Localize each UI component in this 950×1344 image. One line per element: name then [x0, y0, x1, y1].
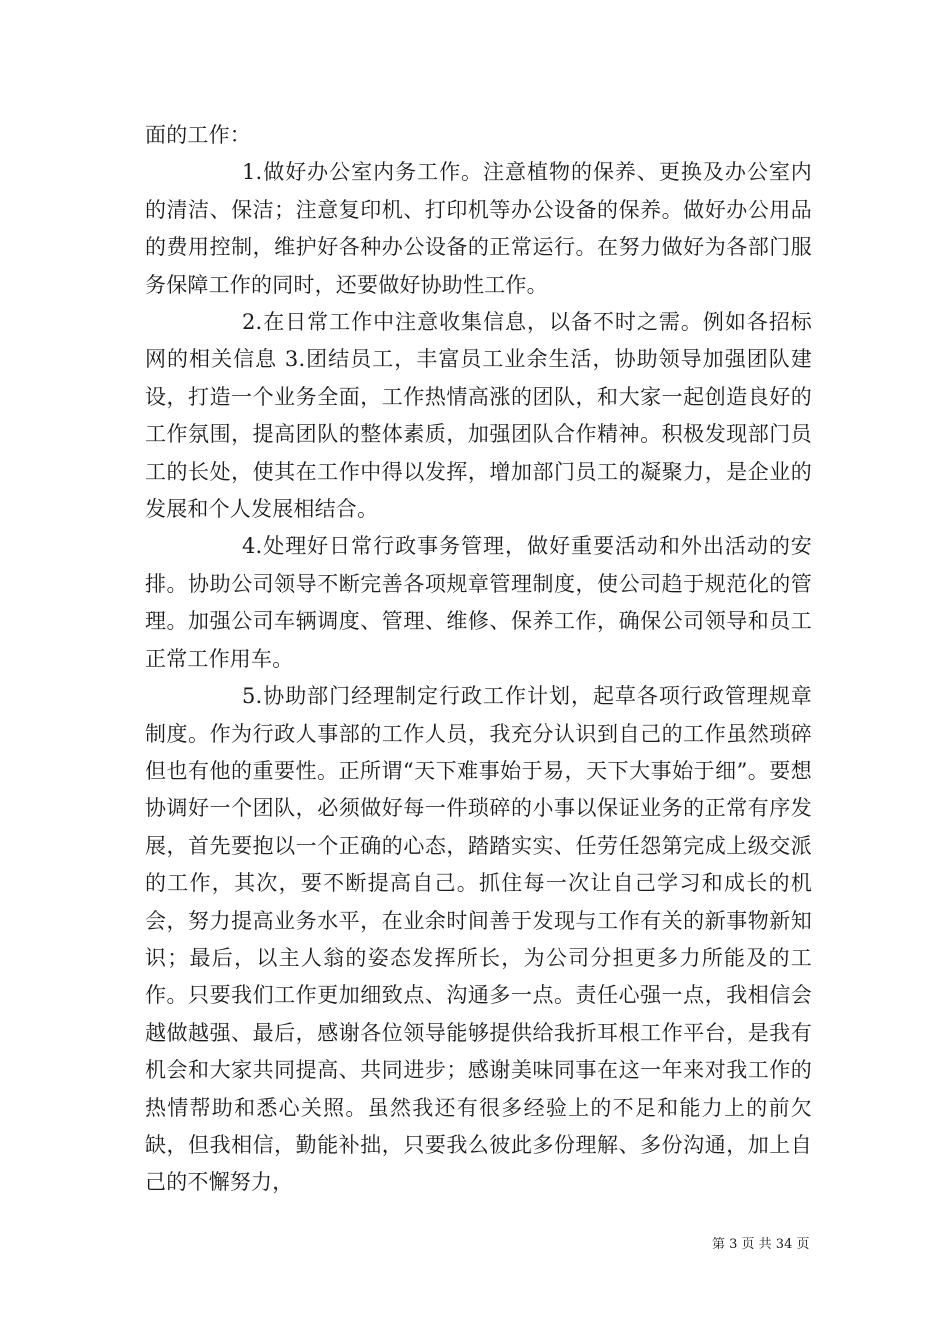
page-number-footer: 第 3 页 共 34 页	[712, 1237, 810, 1252]
paragraph-continuation: 面的工作：	[145, 123, 251, 147]
paragraph-item-4: 4.处理好日常行政事务管理，做好重要活动和外出活动的安排。协助公司领导不断完善各项规章管理制度，使公司趋于规范化的管理。加强公司车辆调度、管理、维修、保养工作，确保公司领导和员工正常工作用车。	[145, 534, 812, 671]
document-body	[145, 117, 812, 1202]
paragraph-item-5: 5.协助部门经理制定行政工作计划，起草各项行政管理规章制度。作为行政人事部的工作人员，我充分认识到自己的工作虽然琐碎但也有他的重要性。正所谓“天下难事始于易，天下大事始于细”。要想协调好一个团队，必须做好每一件琐碎的小事以保证业务的正常有序发展，首先要抱以一个正确的心态，踏踏实实、任劳任怨第完成上级交派的工作，其次，要不断提高自己。抓住每一次让自己学习和成长的机会，努力提高业务水平，在业余时间善于发现与工作有关的新事物新知识；最后，以主人翁的姿态发挥所长，为公司分担更多力所能及的工作。只要我们工作更加细致点、沟通多一点。责任心强一点，我相信会越做越强、最后，感谢各位领导能够提供给我折耳根工作平台，是我有机会和大家共同提高、共同进步；感谢美味同事在这一年来对我工作的热情帮助和悉心关照。虽然我还有很多经验上的不足和能力上的前欠缺，但我相信，勤能补拙，只要我么彼此多份理解、多份沟通，加上自己的不懈努力，	[145, 684, 812, 1195]
paragraph-item-1: 1.做好办公室内务工作。注意植物的保养、更换及办公室内的清洁、保洁；注意复印机、打印机等办公设备的保养。做好办公用品的费用控制，维护好各种办公设备的正常运行。在努力做好为各部门服务保障工作的同时，还要做好协助性工作。	[145, 160, 812, 297]
paragraph-item-2-3: 2.在日常工作中注意收集信息，以备不时之需。例如各招标网的相关信息 3.团结员工，丰富员工业余生活，协助领导加强团队建设，打造一个业务全面，工作热情高涨的团队，和大家一起创造良好的工作氛围，提高团队的整体素质，加强团队合作精神。积极发现部门员工的长处，使其在工作中得以发挥，增加部门员工的凝聚力，是企业的发展和个人发展相结合。	[145, 310, 812, 522]
